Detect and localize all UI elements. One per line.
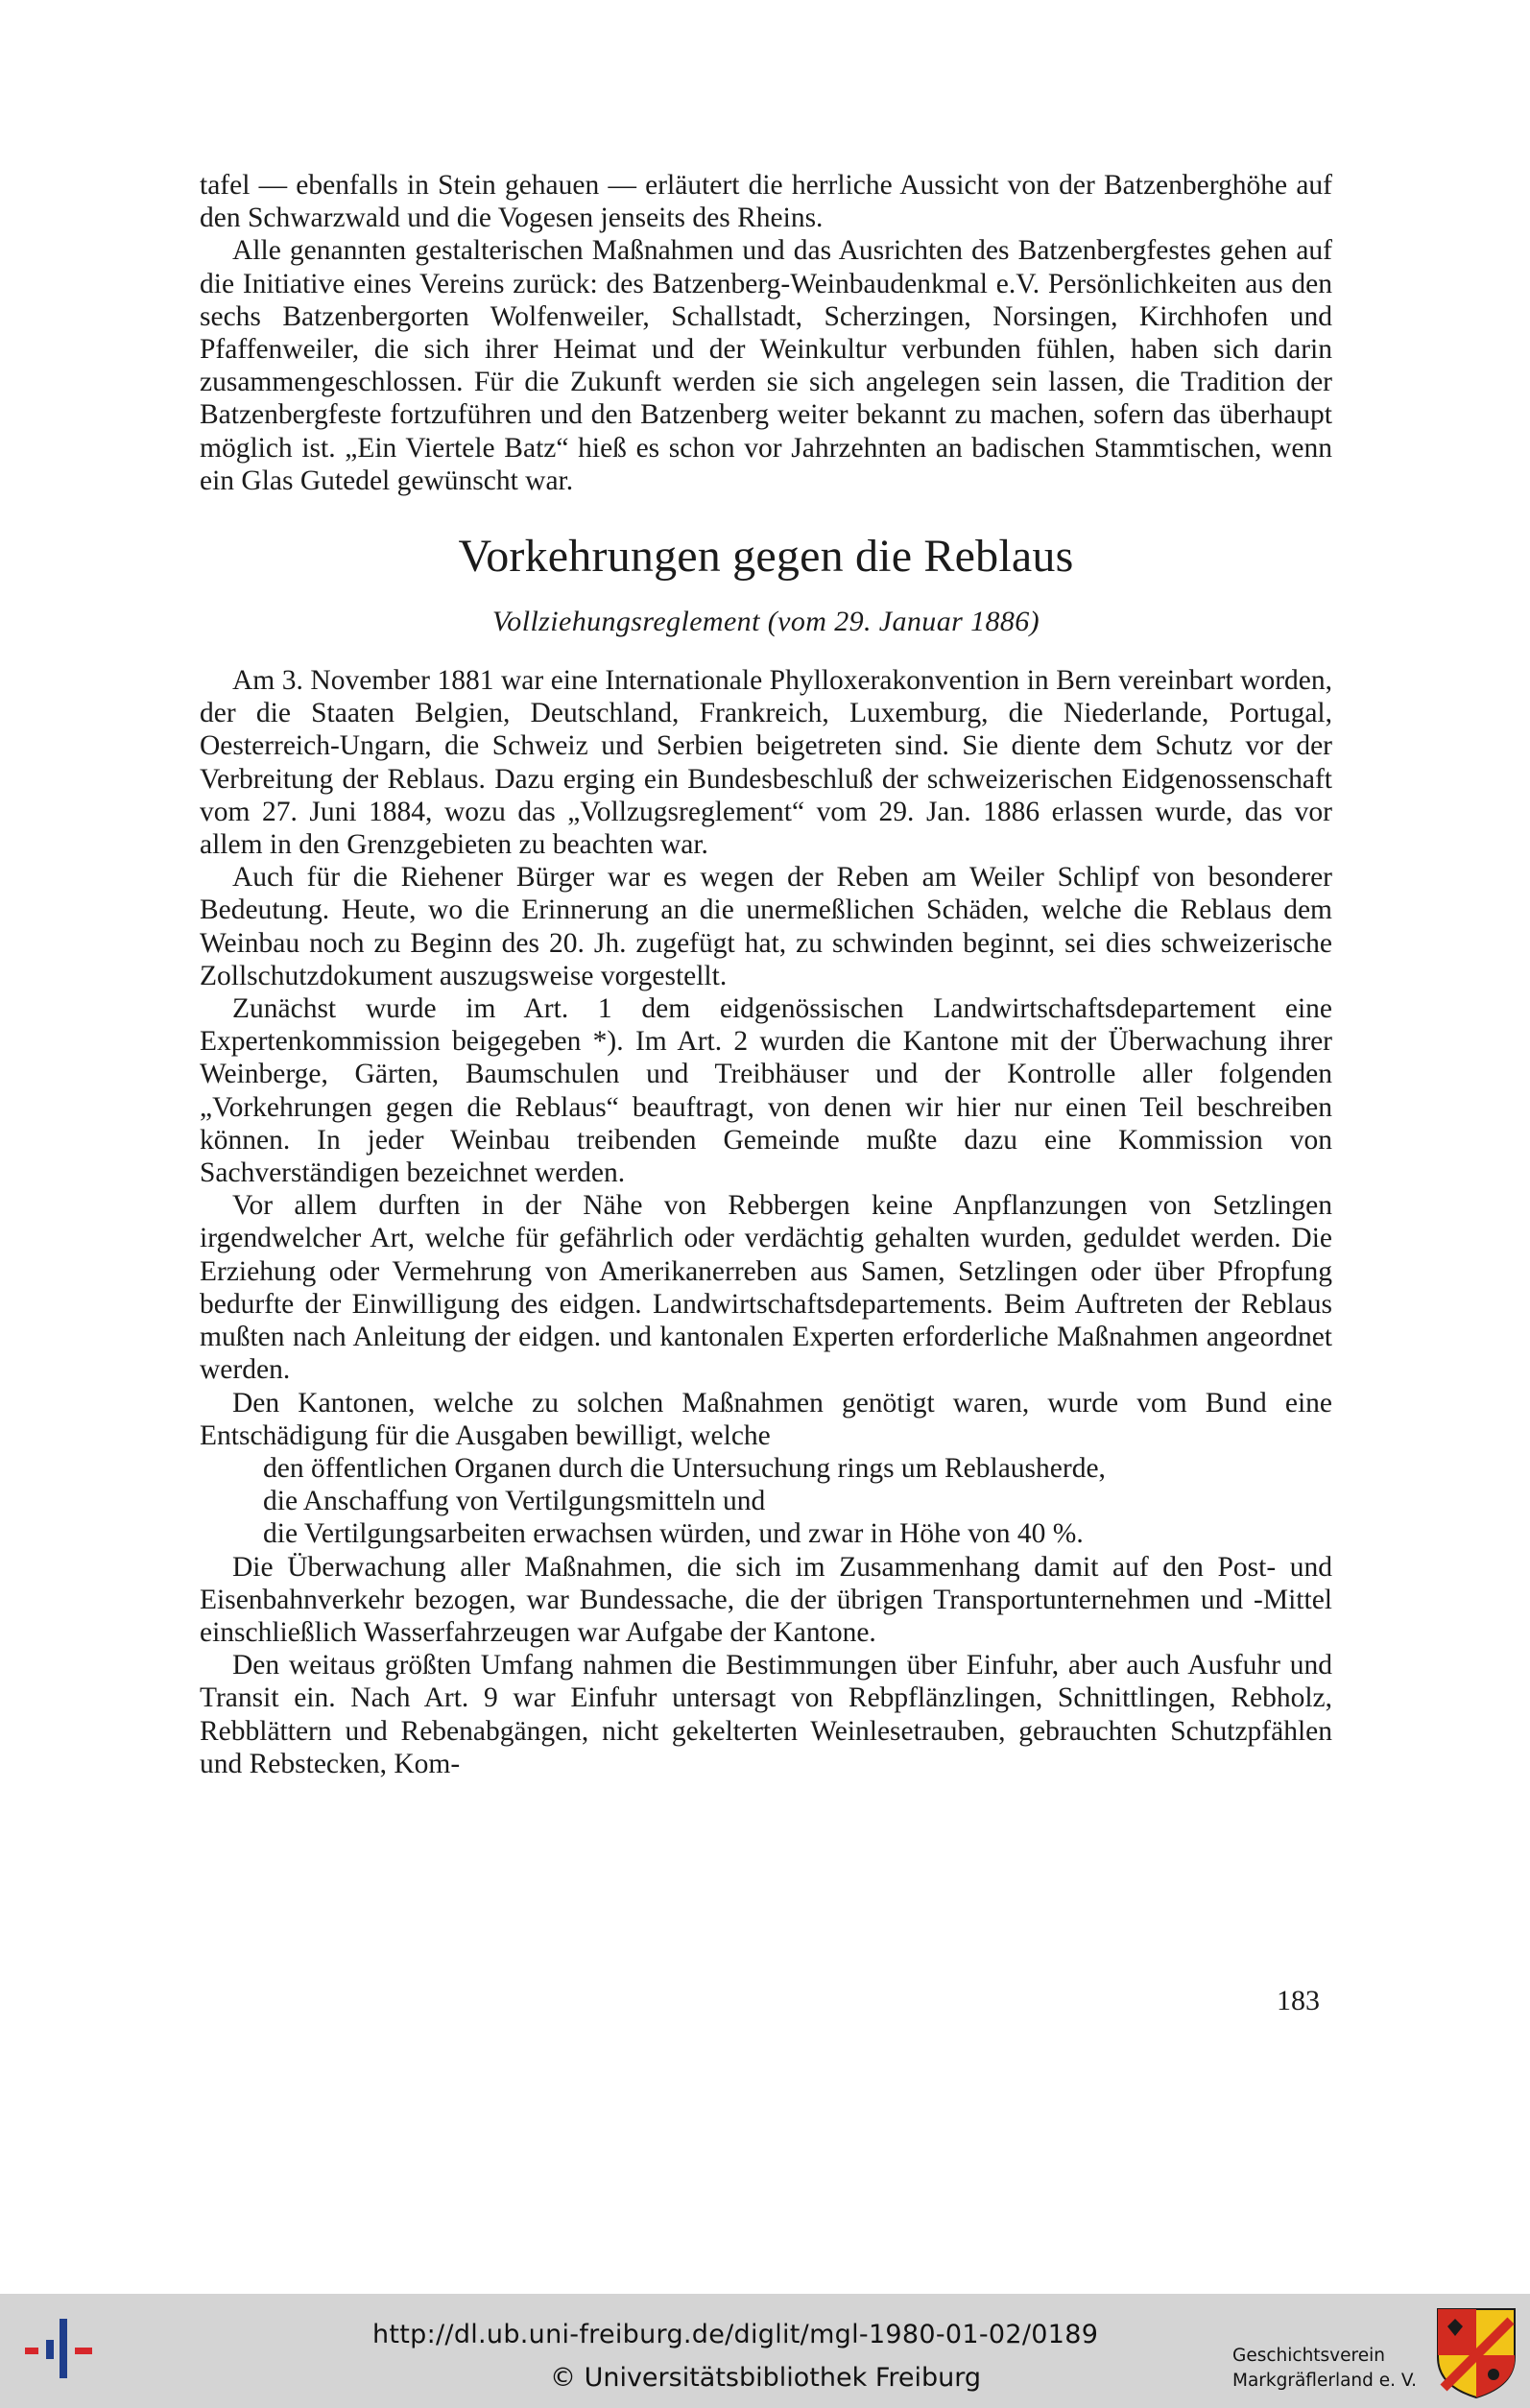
list-item: die Anschaffung von Vertilgungsmitteln und <box>263 1486 766 1517</box>
paragraph: Zunächst wurde im Art. 1 dem eidgenössischen Landwirtschaftsdepartement eine Expertenkommission beigegeben *). Im Art. 2 wurden die Kantone mit der Überwachung ihrer Weinberge, Gärten, Baumschulen und Treibhäuser und der Kontrolle aller folgenden „Vorkehrungen gegen die Reblaus“ beauftragt, von denen wir hier nur einen Teil beschreiben können. In jeder Weinbau treibenden Gemeinde mußte dazu eine Kommission von Sachverständigen bezeichnet werden. <box>200 993 1332 1189</box>
paragraph: Vor allem durften in der Nähe von Rebbergen keine Anpflanzungen von Setzlingen irgendwelcher Art, welche für gefährlich oder verdächtig gehalten wurden, geduldet werden. Die Erziehung oder Vermehrung von Amerikanerreben aus Samen, Setzlingen oder über Pfropfung bedurfte der Einwilligung des eidgen. Landwirtschaftsdepartements. Beim Auftreten der Reblaus mußten nach Anleitung der eidgen. und kantonalen Experten erforderliche Maßnahmen angeordnet werden. <box>200 1190 1332 1386</box>
paragraph: Die Überwachung aller Maßnahmen, die sich im Zusammenhang damit auf den Post- und Eisenbahnverkehr bezogen, war Bundessache, die der übrigen Transportunternehmen und -Mittel einschließlich Wasserfahrzeugen war Aufgabe der Kantone. <box>200 1551 1332 1648</box>
page-number: 183 <box>1277 1985 1320 2016</box>
section-subheading: Vollziehungsreglement (vom 29. Januar 1886) <box>491 606 1040 638</box>
expense-list <box>200 1452 1332 1551</box>
section-heading: Vorkehrungen gegen die Reblaus <box>458 531 1074 583</box>
copyright-text: © Universitätsbibliothek Freiburg <box>550 2363 982 2393</box>
society-name <box>1232 2344 1424 2394</box>
paragraph: tafel — ebenfalls in Stein gehauen — erläutert die herrliche Aussicht von der Batzenberghöhe auf den Schwarzwald und die Vogesen jenseits des Rheins. <box>200 170 1332 234</box>
society-name-line: Markgräflerland e. V. <box>1232 2371 1418 2391</box>
paragraph: Alle genannten gestalterischen Maßnahmen und das Ausrichten des Batzenbergfestes gehen auf die Initiative eines Vereins zurück: des Batzenberg-Weinbaudenkmal e.V. Persönlichkeiten aus den sechs Batzenbergorten Wolfenweiler, Schallstadt, Scherzingen, Norsingen, Kirchhofen und Pfaffenweiler, die sich ihrer Heimat und der Weinkultur verbunden fühlen, haben sich darin zusammengeschlossen. Für die Zukunft werden sie sich angelegen sein lassen, die Tradition der Batzenbergfeste fortzuführen und den Batzenberg weiter bekannt zu machen, sofern das überhaupt möglich ist. „Ein Viertele Batz“ hieß es schon vor Jahrzehnten an badischen Stammtischen, wenn ein Glas Gutedel gewünscht war. <box>200 235 1332 496</box>
permalink-url[interactable]: http://dl.ub.uni-freiburg.de/diglit/mgl-1980-01-02/0189 <box>372 2320 1099 2349</box>
paragraph: Den Kantonen, welche zu solchen Maßnahmen genötigt waren, wurde vom Bund eine Entschädigung für die Ausgaben bewilligt, welche <box>200 1387 1332 1451</box>
list-item: den öffentlichen Organen durch die Untersuchung rings um Reblausherde, <box>263 1452 1106 1484</box>
markgraeflerland-crest-icon[interactable] <box>1436 2307 1517 2399</box>
paragraph: Auch für die Riehener Bürger war es wegen der Reben am Weiler Schlipf von besonderer Bedeutung. Heute, wo die Erinnerung an die unermeßlichen Schäden, welche die Reblaus dem Weinbau noch zu Beginn des 20. Jh. zugefügt hat, zu schwinden beginnt, sei dies schweizerische Zollschutzdokument auszugsweise vorgestellt. <box>200 862 1332 991</box>
paragraph: Den weitaus größten Umfang nahmen die Bestimmungen über Einfuhr, aber auch Ausfuhr und Transit ein. Nach Art. 9 war Einfuhr untersagt von Rebpflänzlingen, Schnittlingen, Rebholz, Rebblättern und Rebenabgängen, nicht gekelterten Weinlesetrauben, gebrauchten Schutzpfählen und Rebstecken, Kom- <box>200 1650 1332 1779</box>
ub-freiburg-logo-icon[interactable] <box>25 2315 94 2382</box>
society-name-line: Geschichtsverein <box>1232 2346 1385 2366</box>
paragraph: Am 3. November 1881 war eine Internationale Phylloxerakonvention in Bern vereinbart worden, der die Staaten Belgien, Deutschland, Frankreich, Luxemburg, die Niederlande, Portugal, Oesterreich-Ungarn, die Schweiz und Serbien beigetreten sind. Sie diente dem Schutz vor der Verbreitung der Reblaus. Dazu erging ein Bundesbeschluß der schweizerischen Eidgenossenschaft vom 27. Juni 1884, wozu das „Vollzugsreglement“ vom 29. Jan. 1886 erlassen wurde, das vor allem in den Grenzgebieten zu beachten war. <box>200 665 1332 861</box>
list-item: die Vertilgungsarbeiten erwachsen würden, und zwar in Höhe von 40 %. <box>263 1518 1084 1550</box>
article-body <box>200 169 1332 1780</box>
